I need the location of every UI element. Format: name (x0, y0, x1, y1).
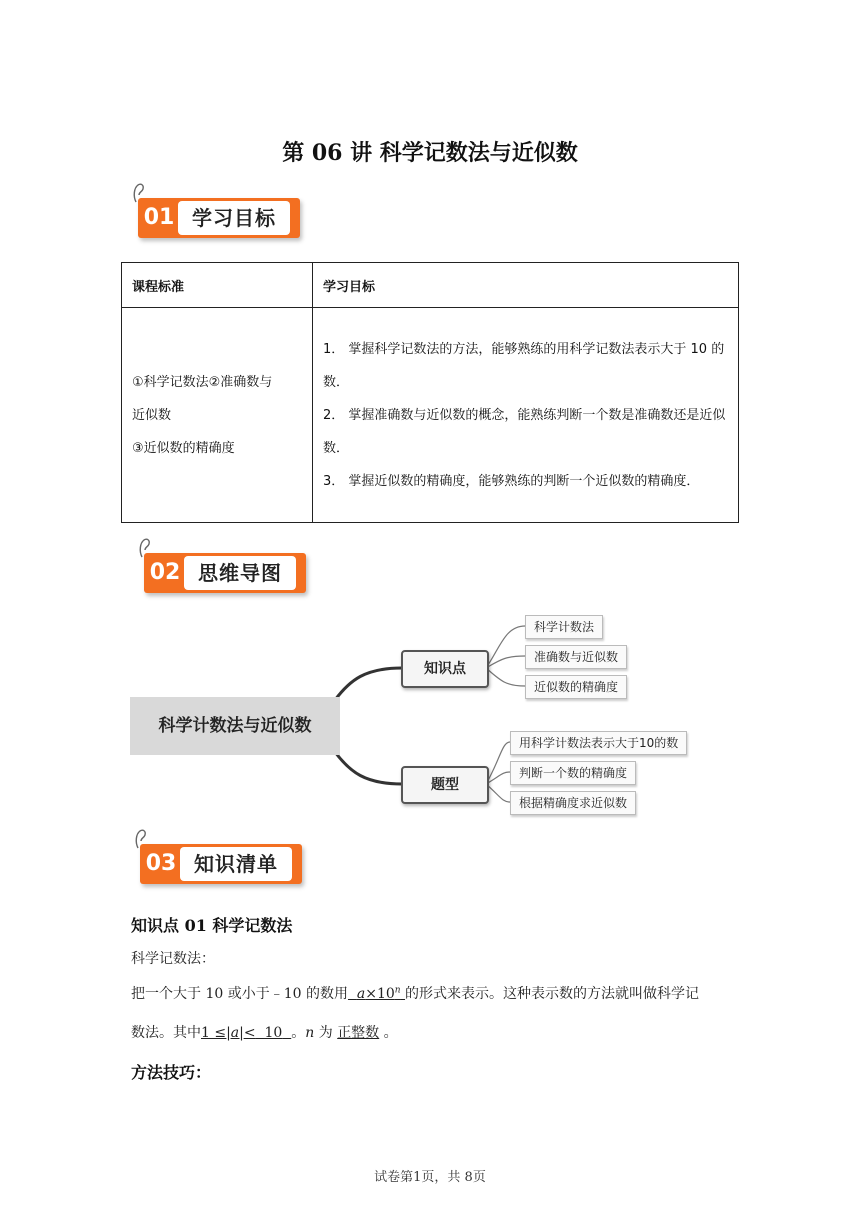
range-lower: 1 ≤ (201, 1025, 227, 1041)
banner-label: 知识清单 (180, 847, 292, 881)
header-standard: 课程标准 (122, 263, 313, 308)
mindmap-root: 科学计数法与近似数 (130, 697, 340, 755)
formula-exponent: n (394, 985, 401, 996)
page-footer: 试卷第1页，共 8页 (374, 1170, 486, 1185)
definition-line-1 (131, 983, 699, 1003)
definition-line-2 (131, 1022, 398, 1042)
standard-line: ③近似数的精确度 (132, 440, 235, 456)
formula-blank (348, 986, 405, 1002)
var-n: n (305, 1025, 315, 1041)
text-span: 。 (383, 1025, 398, 1041)
range-upper: 10 (264, 1025, 283, 1041)
text-span: 把一个大于 10 或小于﹣10 的数用 (131, 986, 348, 1002)
term-label: 科学记数法： (131, 951, 215, 967)
mindmap-leaf: 准确数与近似数 (525, 645, 627, 669)
formula-a: a (356, 986, 366, 1002)
text-span: 的形式来表示。这种表示数的方法就叫做科学记 (405, 986, 700, 1002)
mindmap-branch-knowledge: 知识点 (401, 650, 489, 688)
standard-line: 近似数 (132, 407, 172, 423)
mindmap-leaf: 近似数的精确度 (525, 675, 627, 699)
header-goals: 学习目标 (313, 263, 739, 308)
formula-times: ×10 (365, 986, 395, 1002)
method-heading: 方法技巧： (131, 1063, 212, 1082)
banner-number: 02 (149, 560, 181, 585)
banner-label: 思维导图 (184, 556, 296, 590)
banner-number: 01 (143, 205, 175, 230)
mindmap-branch-question-types: 题型 (401, 766, 489, 804)
abs-a: |a| (226, 1025, 244, 1041)
banner-number: 03 (145, 851, 177, 876)
banner-label: 学习目标 (178, 201, 290, 235)
range-blank (201, 1025, 291, 1041)
standard-line: ①科学记数法②准确数与 (132, 374, 273, 390)
text-span: 数法。其中 (131, 1025, 201, 1041)
mindmap-leaf: 用科学计数法表示大于10的数 (510, 731, 687, 755)
goal-item: 3． 掌握近似数的精确度，能够熟练的判断一个近似数的精确度． (323, 473, 700, 489)
text-span: 。 (291, 1025, 306, 1041)
section-banner-03 (130, 828, 320, 888)
mindmap-leaf: 根据精确度求近似数 (510, 791, 636, 815)
goal-item: 2． 掌握准确数与近似数的概念，能熟练判断一个数是准确数还是近似数． (323, 407, 726, 456)
knowledge-heading: 知识点 01 科学记数法 (131, 916, 293, 935)
mindmap-leaf: 科学计数法 (525, 615, 603, 639)
page-title: 第 06 讲 科学记数法与近似数 (282, 140, 578, 166)
goal-item: 1． 掌握科学记数法的方法，能够熟练的用科学记数法表示大于 10 的数． (323, 341, 725, 390)
integer-blank: 正整数 (337, 1025, 380, 1041)
less-than: < (243, 1025, 256, 1041)
text-span: 为 (314, 1025, 333, 1041)
mindmap-leaf: 判断一个数的精确度 (510, 761, 636, 785)
